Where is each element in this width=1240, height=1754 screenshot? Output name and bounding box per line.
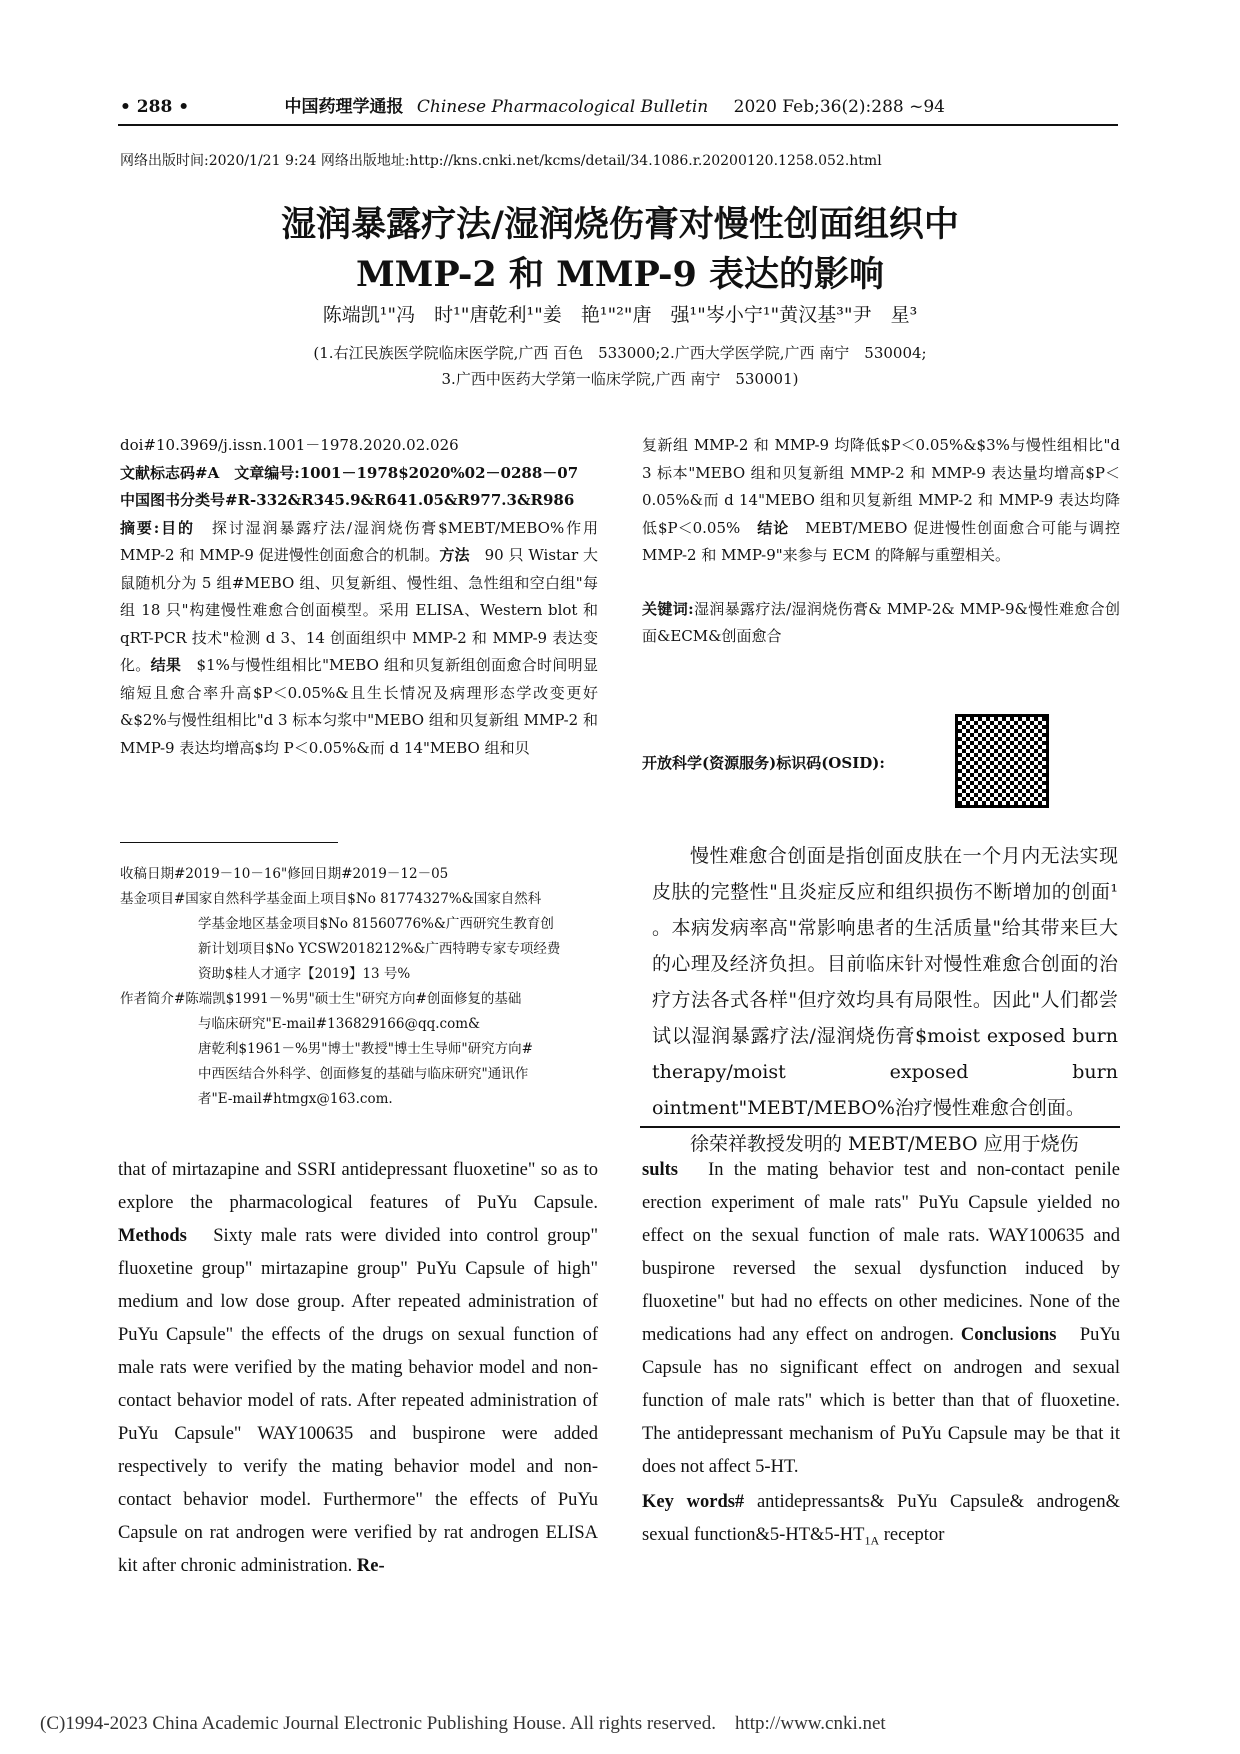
affiliation-line: (1.右江民族医学院临床医学院,广西 百色 533000;2.广西大学医学院,广西 南宁 530004; <box>313 344 927 362</box>
page-number: • 288 • <box>120 97 190 117</box>
running-header <box>120 92 1120 117</box>
keywords-cn: 关键词:湿润暴露疗法/湿润烧伤膏& MMP-2& MMP-9&慢性难愈合创面&ECM&创面愈合 <box>642 599 1120 645</box>
fund-line: 学基金地区基金项目$No 81560776%&广西研究生教育创 <box>198 916 554 932</box>
author-list: 陈端凯¹"冯 时¹"唐乾利¹"姜 艳¹"²"唐 强¹"岑小宁¹"黄汉基³"尹 星³ <box>322 304 918 326</box>
author-bio[interactable]: 者"E-mail#htmgx@163.com. <box>198 1091 393 1107</box>
abstract-left <box>120 432 598 762</box>
fund-line: 基金项目#国家自然科学基金面上项目$No 81774327%&国家自然科 <box>120 891 542 907</box>
doc-code: 文献标志码#A 文章编号:1001－1978$2020%02－0288－07 <box>120 463 579 482</box>
qr-code-icon[interactable] <box>955 714 1049 808</box>
fund-line: 资助$桂人才通字【2019】13 号% <box>198 966 411 982</box>
fund-line: 新计划项目$No YCSW2018212%&广西特聘专家专项经费 <box>198 941 561 957</box>
online-publication[interactable]: 网络出版时间:2020/1/21 9:24 网络出版地址:http://kns.cnki.net/kcms/detail/34.1086.r.20200120.1258.052.html <box>120 153 882 169</box>
clc-number: 中国图书分类号#R-332&R345.9&R641.05&R977.3&R986 <box>120 491 575 509</box>
abstract-text: 摘要:目的 探讨湿润暴露疗法/湿润烧伤膏$MEBT/MEBO%作用 MMP-2 和 MMP-9 促进慢性创面愈合的机制。方法 90 只 Wistar 大鼠随机分为 5 组#MEBO 组、贝复新组、慢性组、急性组和空白组"每组 18 只"构建慢性难愈合创面模型。采用 ELISA、Western blot 和 qRT-PCR 技术"检测 d 3、14 创面组织中 MMP-2 和 MMP-9 表达变化。结果 $1%与慢性组相比"MEBO 组和贝复新组创面愈合时间明显缩短且愈合率升高$P＜0.05%&且生长情况及病理形态学改变更好&$2%与慢性组相比"d 3 标本匀浆中"MEBO 组和贝复新组 MMP-2 和 MMP-9 表达均增高$均 P＜0.05%&而 d 14"MEBO 组和贝 <box>120 518 598 757</box>
author-bio: 作者简介#陈端凯$1991－%男"硕士生"研究方向#创面修复的基础 <box>120 991 522 1007</box>
affiliations <box>0 340 1240 392</box>
author-bio[interactable]: 与临床研究"E-mail#136829166@qq.com& <box>198 1016 481 1032</box>
citation: 2020 Feb;36(2):288 ~94 <box>733 97 945 117</box>
title-line-1: 湿润暴露疗法/湿润烧伤膏对慢性创面组织中 <box>281 204 959 245</box>
footnotes <box>120 862 620 1112</box>
doi[interactable]: doi#10.3969/j.issn.1001－1978.2020.02.026 <box>120 436 459 454</box>
received-date: 收稿日期#2019－10－16"修回日期#2019－12－05 <box>120 866 449 882</box>
abstract-continued: 复新组 MMP-2 和 MMP-9 均降低$P＜0.05%&$3%与慢性组相比"d 3 标本"MEBO 组和贝复新组 MMP-2 和 MMP-9 表达量均增高$P＜0.05%&而 d 14"MEBO 组和贝复新组 MMP-2 和 MMP-9 表达均降低$P＜0.05% 结论 MEBT/MEBO 促进慢性创面愈合可能与调控 MMP-2 和 MMP-9"来参与 ECM 的降解与重塑相关。 <box>642 436 1120 564</box>
keywords-en: Key words# antidepressants& PuYu Capsule& androgen& sexual $function\&5-HT\&5-HT_{1A}$ receptor <box>642 1492 1120 1548</box>
author-bio: 中西医结合外科学、创面修复的基础与临床研究"通讯作 <box>198 1066 529 1082</box>
paragraph: 慢性难愈合创面是指创面皮肤在一个月内无法实现皮肤的完整性"且炎症反应和组织损伤不断增加的创面¹ 。本病发病率高"常影响患者的生活质量"给其带来巨大的心理及经济负担。目前临床针对慢性难愈合创面的治疗方法各式各样"但疗效均具有局限性。因此"人们都尝试以湿润暴露疗法/湿润烧伤膏$moist exposed burn therapy/moist exposed burn ointment"MEBT/MEBO%治疗慢性难愈合创面。 <box>652 845 1118 1119</box>
footnote-rule <box>120 842 338 843</box>
section-rule <box>640 1126 1120 1128</box>
abstract-right <box>642 432 1120 651</box>
body-text-cn <box>652 838 1118 1162</box>
header-rule <box>118 124 1118 126</box>
paragraph: 徐荣祥教授发明的 MEBT/MEBO 应用于烧伤 <box>690 1133 1079 1155</box>
english-abstract-right: sults In the mating behavior test and non-contact penile erection experiment of male rats" PuYu Capsule yielded no effect on the sexual function of male rats. WAY100635 and buspirone reversed the sexual dysfunction induced by fluoxetine" but had no effects on other medicines. None of the medications had any effect on androgen. Conclusions PuYu Capsule has no significant effect on androgen and sexual function of male rats" which is better than that of fluoxetine. The antidepressant mechanism of PuYu Capsule may be that it does not affect 5-HT. Key words# antidepressants& PuYu Capsule& androgen& sexual $function\&5-HT\&5-HT_{1A}$ receptor <box>642 1154 1120 1558</box>
copyright-footer: (C)1994-2023 China Academic Journal Electronic Publishing House. All rights reserved. http://www.cnki.net <box>40 1713 886 1734</box>
english-abstract-left: that of mirtazapine and SSRI antidepressant fluoxetine" so as to explore the pharmacological features of PuYu Capsule. Methods Sixty male rats were divided into control group" fluoxetine group" mirtazapine group" PuYu Capsule of high" medium and low dose group. After repeated administration of PuYu Capsule" the effects of the drugs on sexual function of male rats were verified by the mating behavior model and non-contact behavior model of rats. After repeated administration of PuYu Capsule" WAY100635 and buspirone were added respectively to verify the mating behavior model and non-contact behavior model. Furthermore" the effects of PuYu Capsule on rat androgen were verified by rat androgen ELISA kit after chronic administration. Re- <box>118 1160 598 1576</box>
journal-name-cn: 中国药理学通报 <box>284 97 404 117</box>
journal-name-en: Chinese Pharmacological Bulletin <box>416 97 709 117</box>
affiliation-line: 3.广西中医药大学第一临床学院,广西 南宁 530001) <box>441 370 799 388</box>
author-bio: 唐乾利$1961－%男"博士"教授"博士生导师"研究方向# <box>198 1041 533 1057</box>
title-line-2: MMP-2 和 MMP-9 表达的影响 <box>355 254 885 295</box>
osid-label: 开放科学(资源服务)标识码(OSID): <box>642 754 885 772</box>
